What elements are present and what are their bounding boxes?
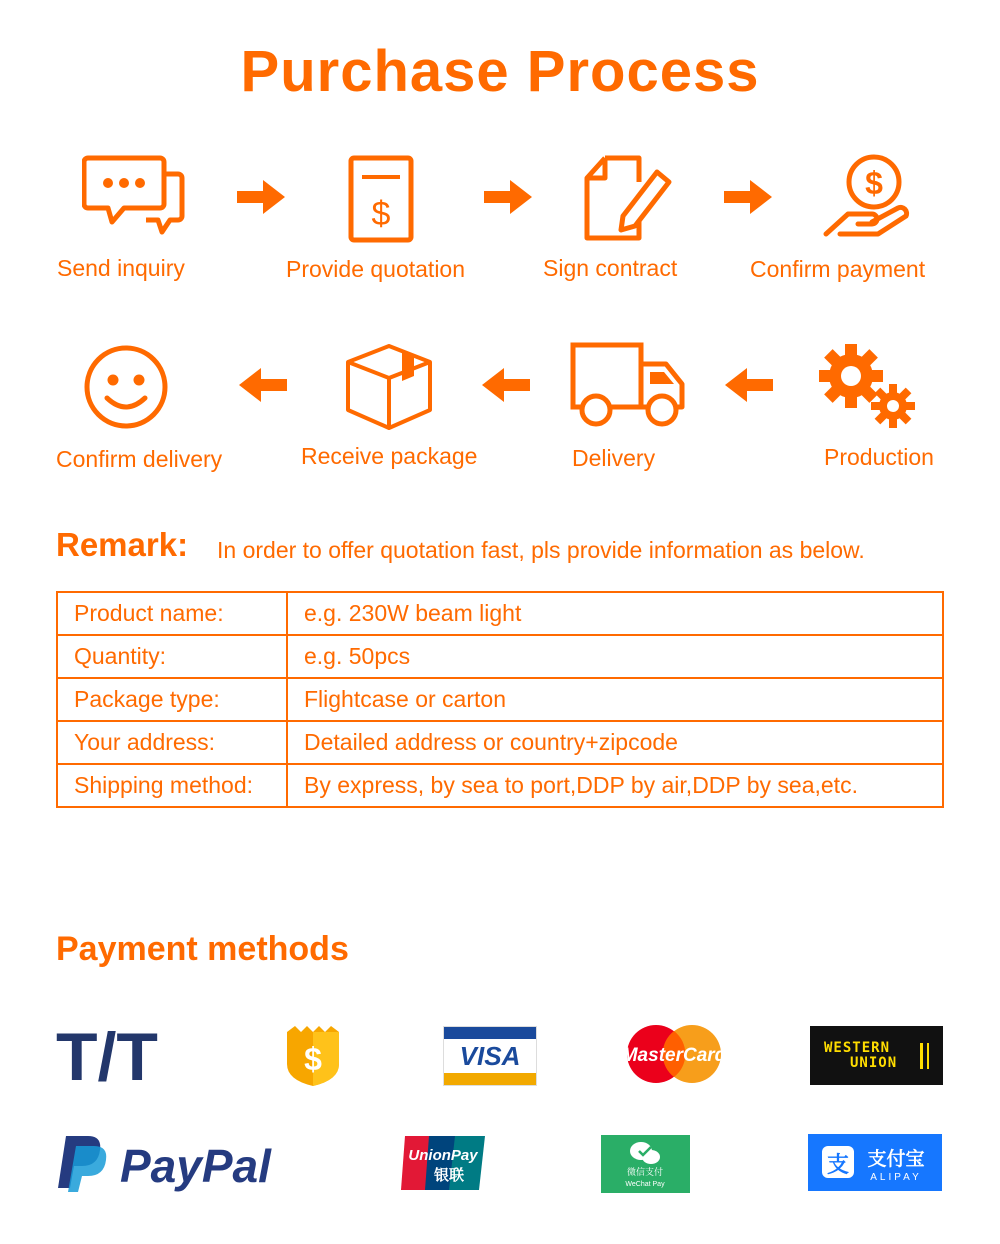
mastercard-logo — [626, 1024, 722, 1089]
row-label: Package type: — [57, 678, 287, 721]
page-title: Purchase Process — [240, 39, 760, 104]
svg-text:$: $ — [865, 165, 883, 201]
shield-coin-icon — [283, 1024, 343, 1093]
row-value: e.g. 230W beam light — [287, 592, 943, 635]
step-label-send-inquiry: Send inquiry — [57, 255, 185, 281]
western-union-line2: UNION — [850, 1055, 898, 1071]
step-label-production: Production — [824, 444, 934, 470]
arrow-right-icon — [484, 180, 532, 214]
remark-heading: Remark: — [56, 526, 189, 563]
info-table — [56, 591, 944, 808]
row-value: e.g. 50pcs — [287, 635, 943, 678]
row-label: Quantity: — [57, 635, 287, 678]
step-label-confirm-delivery: Confirm delivery — [56, 446, 223, 472]
row-value: By express, by sea to port,DDP by air,DDP by sea,etc. — [287, 764, 943, 807]
wechat-pay-cn: 微信支付 — [626, 1168, 664, 1178]
step-label-delivery: Delivery — [572, 445, 656, 471]
western-union-line1: WESTERN — [824, 1040, 891, 1056]
remark-text: In order to offer quotation fast, pls provide information as below. — [217, 537, 865, 563]
smiley-face-icon — [83, 344, 169, 430]
visa-logo — [443, 1026, 537, 1086]
step-label-provide-quotation: Provide quotation — [286, 256, 466, 282]
table-row — [57, 764, 943, 807]
svg-text:$: $ — [304, 1041, 322, 1077]
row-value: Detailed address or country+zipcode — [287, 721, 943, 764]
row-value: Flightcase or carton — [287, 678, 943, 721]
step-label-confirm-payment: Confirm payment — [750, 256, 926, 282]
table-row — [57, 635, 943, 678]
paypal-logo-text: PayPal — [120, 1140, 271, 1192]
arrow-left-icon — [725, 368, 773, 402]
truck-icon — [570, 342, 686, 430]
row-label: Product name: — [57, 592, 287, 635]
visa-logo-text: VISA — [459, 1041, 521, 1071]
arrow-left-icon — [482, 368, 530, 402]
tt-logo-text: T/T — [56, 1022, 158, 1086]
row-label: Shipping method: — [57, 764, 287, 807]
row-label: Your address: — [57, 721, 287, 764]
payment-methods-heading: Payment methods — [56, 930, 349, 968]
alipay-cn: 支付宝 — [867, 1148, 925, 1170]
wechat-pay-en: WeChat Pay — [625, 1181, 665, 1188]
arrow-left-icon — [239, 368, 287, 402]
quotation-document-icon — [348, 155, 414, 243]
wechat-pay-logo — [601, 1135, 690, 1193]
gears-icon — [815, 342, 919, 432]
unionpay-logo-cn: 银联 — [433, 1166, 465, 1184]
alipay-en: ALIPAY — [870, 1172, 922, 1183]
hand-coin-icon — [822, 152, 918, 242]
contract-pen-icon — [583, 154, 673, 242]
western-union-logo — [810, 1026, 943, 1085]
table-row — [57, 678, 943, 721]
chat-bubbles-icon — [82, 152, 186, 242]
arrow-right-icon — [724, 180, 772, 214]
package-box-icon — [344, 342, 434, 432]
table-row — [57, 721, 943, 764]
step-label-sign-contract: Sign contract — [543, 255, 678, 281]
svg-text:$: $ — [371, 195, 391, 233]
alipay-logo — [808, 1134, 942, 1191]
unionpay-logo — [399, 1134, 487, 1197]
mastercard-logo-text: MasterCard — [626, 1045, 722, 1066]
tt-logo — [56, 1022, 186, 1086]
step-label-receive-package: Receive package — [301, 443, 478, 469]
unionpay-logo-text: UnionPay — [408, 1147, 478, 1164]
arrow-right-icon — [237, 180, 285, 214]
table-row — [57, 592, 943, 635]
paypal-logo — [56, 1132, 288, 1199]
svg-text:支: 支 — [826, 1153, 850, 1178]
